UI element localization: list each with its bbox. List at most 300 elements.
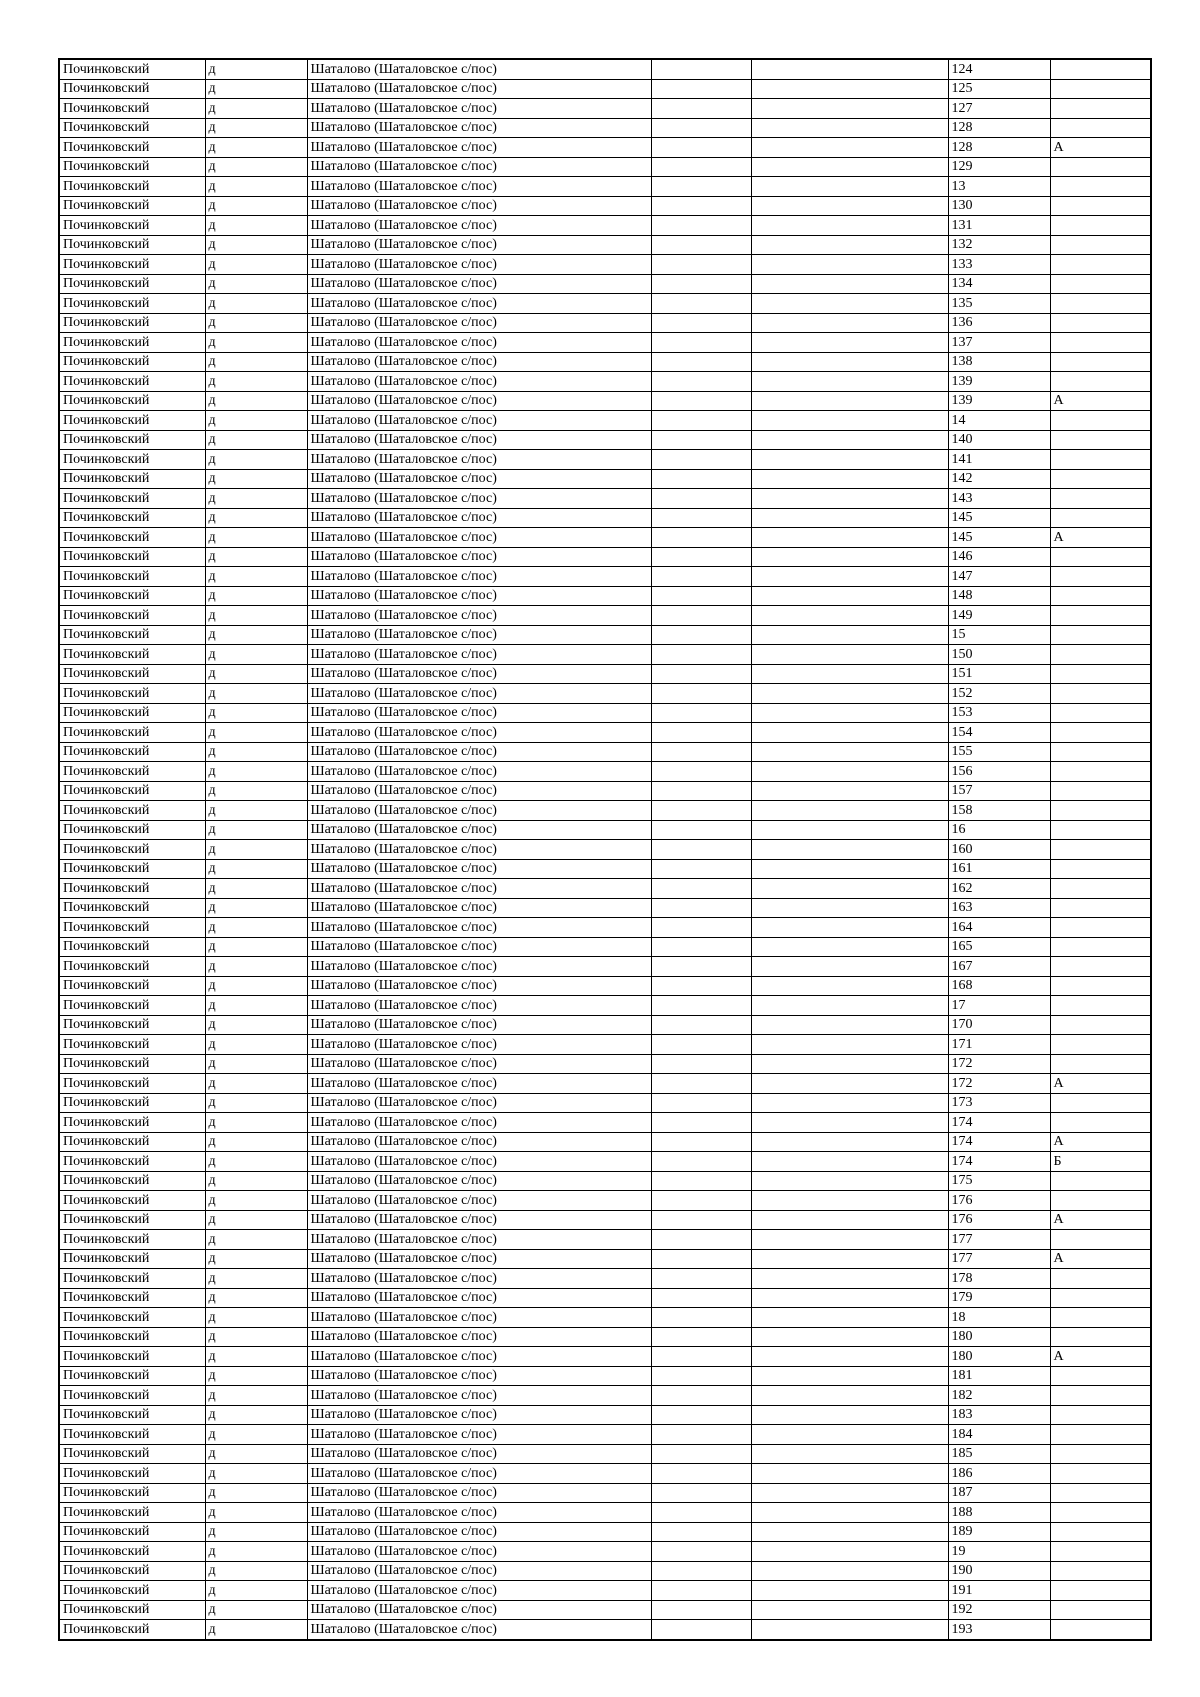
empty-cell bbox=[651, 391, 751, 411]
type-cell: д bbox=[205, 703, 307, 723]
house-number-cell: 132 bbox=[948, 235, 1050, 255]
settlement-cell: Шаталово (Шаталовское с/пос) bbox=[307, 469, 651, 489]
house-number-cell: 128 bbox=[948, 118, 1050, 138]
empty-cell bbox=[651, 196, 751, 216]
table-row bbox=[59, 1581, 1151, 1601]
empty-cell bbox=[651, 937, 751, 957]
settlement-cell: Шаталово (Шаталовское с/пос) bbox=[307, 801, 651, 821]
type-cell: д bbox=[205, 196, 307, 216]
table-row bbox=[59, 138, 1151, 158]
table-row bbox=[59, 489, 1151, 509]
district-cell: Починковский bbox=[59, 957, 205, 977]
empty-cell bbox=[751, 489, 948, 509]
district-cell: Починковский bbox=[59, 1386, 205, 1406]
type-cell: д bbox=[205, 528, 307, 548]
table-row bbox=[59, 255, 1151, 275]
house-number-cell: 142 bbox=[948, 469, 1050, 489]
empty-cell bbox=[651, 1093, 751, 1113]
building-letter-cell bbox=[1050, 450, 1151, 470]
building-letter-cell bbox=[1050, 1171, 1151, 1191]
settlement-cell: Шаталово (Шаталовское с/пос) bbox=[307, 391, 651, 411]
district-cell: Починковский bbox=[59, 1542, 205, 1562]
type-cell: д bbox=[205, 1093, 307, 1113]
empty-cell bbox=[751, 450, 948, 470]
empty-cell bbox=[651, 1347, 751, 1367]
building-letter-cell: А bbox=[1050, 528, 1151, 548]
table-row bbox=[59, 703, 1151, 723]
house-number-cell: 14 bbox=[948, 411, 1050, 431]
building-letter-cell bbox=[1050, 79, 1151, 99]
empty-cell bbox=[651, 1132, 751, 1152]
house-number-cell: 175 bbox=[948, 1171, 1050, 1191]
settlement-cell: Шаталово (Шаталовское с/пос) bbox=[307, 157, 651, 177]
settlement-cell: Шаталово (Шаталовское с/пос) bbox=[307, 1366, 651, 1386]
building-letter-cell bbox=[1050, 937, 1151, 957]
empty-cell bbox=[751, 372, 948, 392]
empty-cell bbox=[651, 957, 751, 977]
building-letter-cell bbox=[1050, 586, 1151, 606]
type-cell: д bbox=[205, 1230, 307, 1250]
district-cell: Починковский bbox=[59, 1308, 205, 1328]
empty-cell bbox=[651, 469, 751, 489]
empty-cell bbox=[751, 1035, 948, 1055]
settlement-cell: Шаталово (Шаталовское с/пос) bbox=[307, 1425, 651, 1445]
building-letter-cell bbox=[1050, 918, 1151, 938]
settlement-cell: Шаталово (Шаталовское с/пос) bbox=[307, 1269, 651, 1289]
building-letter-cell bbox=[1050, 352, 1151, 372]
table-row bbox=[59, 196, 1151, 216]
empty-cell bbox=[651, 79, 751, 99]
district-cell: Починковский bbox=[59, 1483, 205, 1503]
empty-cell bbox=[751, 430, 948, 450]
table-row bbox=[59, 645, 1151, 665]
empty-cell bbox=[751, 313, 948, 333]
house-number-cell: 178 bbox=[948, 1269, 1050, 1289]
district-cell: Починковский bbox=[59, 1581, 205, 1601]
empty-cell bbox=[651, 508, 751, 528]
type-cell: д bbox=[205, 1522, 307, 1542]
building-letter-cell bbox=[1050, 157, 1151, 177]
house-number-cell: 146 bbox=[948, 547, 1050, 567]
settlement-cell: Шаталово (Шаталовское с/пос) bbox=[307, 1132, 651, 1152]
house-number-cell: 161 bbox=[948, 859, 1050, 879]
settlement-cell: Шаталово (Шаталовское с/пос) bbox=[307, 274, 651, 294]
empty-cell bbox=[651, 1191, 751, 1211]
district-cell: Починковский bbox=[59, 684, 205, 704]
building-letter-cell bbox=[1050, 1288, 1151, 1308]
building-letter-cell: А bbox=[1050, 1132, 1151, 1152]
empty-cell bbox=[651, 1444, 751, 1464]
district-cell: Починковский bbox=[59, 1347, 205, 1367]
building-letter-cell bbox=[1050, 118, 1151, 138]
table-row bbox=[59, 1074, 1151, 1094]
district-cell: Починковский bbox=[59, 1054, 205, 1074]
empty-cell bbox=[651, 1074, 751, 1094]
type-cell: д bbox=[205, 1366, 307, 1386]
empty-cell bbox=[751, 1542, 948, 1562]
empty-cell bbox=[751, 684, 948, 704]
building-letter-cell bbox=[1050, 235, 1151, 255]
type-cell: д bbox=[205, 625, 307, 645]
settlement-cell: Шаталово (Шаталовское с/пос) bbox=[307, 138, 651, 158]
house-number-cell: 188 bbox=[948, 1503, 1050, 1523]
empty-cell bbox=[651, 99, 751, 119]
empty-cell bbox=[651, 255, 751, 275]
table-row bbox=[59, 937, 1151, 957]
settlement-cell: Шаталово (Шаталовское с/пос) bbox=[307, 723, 651, 743]
empty-cell bbox=[651, 313, 751, 333]
building-letter-cell bbox=[1050, 294, 1151, 314]
type-cell: д bbox=[205, 1210, 307, 1230]
empty-cell bbox=[751, 645, 948, 665]
house-number-cell: 189 bbox=[948, 1522, 1050, 1542]
settlement-cell: Шаталово (Шаталовское с/пос) bbox=[307, 1288, 651, 1308]
settlement-cell: Шаталово (Шаталовское с/пос) bbox=[307, 1035, 651, 1055]
empty-cell bbox=[651, 352, 751, 372]
settlement-cell: Шаталово (Шаталовское с/пос) bbox=[307, 567, 651, 587]
empty-cell bbox=[751, 1425, 948, 1445]
settlement-cell: Шаталово (Шаталовское с/пос) bbox=[307, 372, 651, 392]
empty-cell bbox=[751, 859, 948, 879]
house-number-cell: 176 bbox=[948, 1191, 1050, 1211]
type-cell: д bbox=[205, 723, 307, 743]
house-number-cell: 185 bbox=[948, 1444, 1050, 1464]
settlement-cell: Шаталово (Шаталовское с/пос) bbox=[307, 1620, 651, 1640]
empty-cell bbox=[751, 333, 948, 353]
district-cell: Починковский bbox=[59, 996, 205, 1016]
type-cell: д bbox=[205, 1191, 307, 1211]
building-letter-cell bbox=[1050, 645, 1151, 665]
district-cell: Починковский bbox=[59, 645, 205, 665]
district-cell: Починковский bbox=[59, 625, 205, 645]
empty-cell bbox=[651, 450, 751, 470]
district-cell: Починковский bbox=[59, 723, 205, 743]
district-cell: Починковский bbox=[59, 508, 205, 528]
empty-cell bbox=[651, 1015, 751, 1035]
district-cell: Починковский bbox=[59, 59, 205, 79]
empty-cell bbox=[651, 1152, 751, 1172]
empty-cell bbox=[751, 1152, 948, 1172]
table-row bbox=[59, 781, 1151, 801]
district-cell: Починковский bbox=[59, 274, 205, 294]
building-letter-cell bbox=[1050, 859, 1151, 879]
settlement-cell: Шаталово (Шаталовское с/пос) bbox=[307, 79, 651, 99]
district-cell: Починковский bbox=[59, 1561, 205, 1581]
empty-cell bbox=[751, 1600, 948, 1620]
type-cell: д bbox=[205, 820, 307, 840]
settlement-cell: Шаталово (Шаталовское с/пос) bbox=[307, 742, 651, 762]
building-letter-cell bbox=[1050, 1308, 1151, 1328]
type-cell: д bbox=[205, 996, 307, 1016]
type-cell: д bbox=[205, 79, 307, 99]
house-number-cell: 168 bbox=[948, 976, 1050, 996]
house-number-cell: 184 bbox=[948, 1425, 1050, 1445]
table-row bbox=[59, 547, 1151, 567]
empty-cell bbox=[651, 723, 751, 743]
district-cell: Починковский bbox=[59, 489, 205, 509]
building-letter-cell bbox=[1050, 1561, 1151, 1581]
empty-cell bbox=[751, 918, 948, 938]
type-cell: д bbox=[205, 1074, 307, 1094]
empty-cell bbox=[651, 1503, 751, 1523]
type-cell: д bbox=[205, 1483, 307, 1503]
building-letter-cell bbox=[1050, 1503, 1151, 1523]
empty-cell bbox=[751, 1620, 948, 1640]
house-number-cell: 145 bbox=[948, 508, 1050, 528]
house-number-cell: 167 bbox=[948, 957, 1050, 977]
building-letter-cell bbox=[1050, 820, 1151, 840]
settlement-cell: Шаталово (Шаталовское с/пос) bbox=[307, 294, 651, 314]
district-cell: Починковский bbox=[59, 313, 205, 333]
empty-cell bbox=[651, 742, 751, 762]
empty-cell bbox=[651, 1288, 751, 1308]
type-cell: д bbox=[205, 177, 307, 197]
type-cell: д bbox=[205, 762, 307, 782]
table-row bbox=[59, 1347, 1151, 1367]
table-row bbox=[59, 508, 1151, 528]
type-cell: д bbox=[205, 1561, 307, 1581]
building-letter-cell bbox=[1050, 196, 1151, 216]
empty-cell bbox=[751, 1113, 948, 1133]
district-cell: Починковский bbox=[59, 1249, 205, 1269]
settlement-cell: Шаталово (Шаталовское с/пос) bbox=[307, 762, 651, 782]
settlement-cell: Шаталово (Шаталовское с/пос) bbox=[307, 703, 651, 723]
empty-cell bbox=[651, 547, 751, 567]
district-cell: Починковский bbox=[59, 372, 205, 392]
settlement-cell: Шаталово (Шаталовское с/пос) bbox=[307, 255, 651, 275]
district-cell: Починковский bbox=[59, 1366, 205, 1386]
empty-cell bbox=[751, 957, 948, 977]
district-cell: Починковский bbox=[59, 898, 205, 918]
table-row bbox=[59, 235, 1151, 255]
empty-cell bbox=[751, 1464, 948, 1484]
address-table bbox=[58, 58, 1152, 1641]
district-cell: Починковский bbox=[59, 703, 205, 723]
settlement-cell: Шаталово (Шаталовское с/пос) bbox=[307, 957, 651, 977]
district-cell: Починковский bbox=[59, 469, 205, 489]
empty-cell bbox=[751, 781, 948, 801]
settlement-cell: Шаталово (Шаталовское с/пос) bbox=[307, 1386, 651, 1406]
district-cell: Починковский bbox=[59, 255, 205, 275]
settlement-cell: Шаталово (Шаталовское с/пос) bbox=[307, 781, 651, 801]
building-letter-cell bbox=[1050, 840, 1151, 860]
house-number-cell: 148 bbox=[948, 586, 1050, 606]
empty-cell bbox=[751, 586, 948, 606]
type-cell: д bbox=[205, 430, 307, 450]
building-letter-cell bbox=[1050, 313, 1151, 333]
building-letter-cell bbox=[1050, 489, 1151, 509]
building-letter-cell bbox=[1050, 1054, 1151, 1074]
building-letter-cell bbox=[1050, 723, 1151, 743]
empty-cell bbox=[651, 1366, 751, 1386]
building-letter-cell bbox=[1050, 1522, 1151, 1542]
type-cell: д bbox=[205, 450, 307, 470]
building-letter-cell bbox=[1050, 255, 1151, 275]
district-cell: Починковский bbox=[59, 1191, 205, 1211]
type-cell: д bbox=[205, 508, 307, 528]
house-number-cell: 158 bbox=[948, 801, 1050, 821]
empty-cell bbox=[751, 177, 948, 197]
house-number-cell: 180 bbox=[948, 1347, 1050, 1367]
empty-cell bbox=[751, 1444, 948, 1464]
table-row bbox=[59, 1366, 1151, 1386]
table-row bbox=[59, 528, 1151, 548]
district-cell: Починковский bbox=[59, 1522, 205, 1542]
district-cell: Починковский bbox=[59, 1464, 205, 1484]
building-letter-cell: А bbox=[1050, 391, 1151, 411]
building-letter-cell bbox=[1050, 1600, 1151, 1620]
table-row bbox=[59, 1269, 1151, 1289]
settlement-cell: Шаталово (Шаталовское с/пос) bbox=[307, 235, 651, 255]
table-row bbox=[59, 411, 1151, 431]
empty-cell bbox=[751, 352, 948, 372]
empty-cell bbox=[651, 489, 751, 509]
type-cell: д bbox=[205, 235, 307, 255]
building-letter-cell bbox=[1050, 1386, 1151, 1406]
house-number-cell: 153 bbox=[948, 703, 1050, 723]
type-cell: д bbox=[205, 1288, 307, 1308]
house-number-cell: 151 bbox=[948, 664, 1050, 684]
house-number-cell: 191 bbox=[948, 1581, 1050, 1601]
empty-cell bbox=[751, 898, 948, 918]
house-number-cell: 170 bbox=[948, 1015, 1050, 1035]
district-cell: Починковский bbox=[59, 762, 205, 782]
table-row bbox=[59, 996, 1151, 1016]
empty-cell bbox=[651, 664, 751, 684]
settlement-cell: Шаталово (Шаталовское с/пос) bbox=[307, 508, 651, 528]
empty-cell bbox=[651, 1464, 751, 1484]
empty-cell bbox=[651, 1249, 751, 1269]
district-cell: Починковский bbox=[59, 820, 205, 840]
table-row bbox=[59, 918, 1151, 938]
type-cell: д bbox=[205, 372, 307, 392]
house-number-cell: 182 bbox=[948, 1386, 1050, 1406]
settlement-cell: Шаталово (Шаталовское с/пос) bbox=[307, 1113, 651, 1133]
house-number-cell: 177 bbox=[948, 1249, 1050, 1269]
empty-cell bbox=[751, 235, 948, 255]
empty-cell bbox=[751, 1503, 948, 1523]
table-row bbox=[59, 1503, 1151, 1523]
table-row bbox=[59, 1230, 1151, 1250]
table-row bbox=[59, 1620, 1151, 1640]
building-letter-cell bbox=[1050, 508, 1151, 528]
building-letter-cell bbox=[1050, 781, 1151, 801]
type-cell: д bbox=[205, 976, 307, 996]
type-cell: д bbox=[205, 1054, 307, 1074]
type-cell: д bbox=[205, 1444, 307, 1464]
empty-cell bbox=[651, 606, 751, 626]
building-letter-cell bbox=[1050, 99, 1151, 119]
house-number-cell: 129 bbox=[948, 157, 1050, 177]
house-number-cell: 135 bbox=[948, 294, 1050, 314]
type-cell: д bbox=[205, 1386, 307, 1406]
district-cell: Починковский bbox=[59, 742, 205, 762]
type-cell: д bbox=[205, 879, 307, 899]
empty-cell bbox=[751, 391, 948, 411]
district-cell: Починковский bbox=[59, 138, 205, 158]
building-letter-cell bbox=[1050, 1425, 1151, 1445]
settlement-cell: Шаталово (Шаталовское с/пос) bbox=[307, 1230, 651, 1250]
table-row bbox=[59, 1522, 1151, 1542]
type-cell: д bbox=[205, 333, 307, 353]
district-cell: Починковский bbox=[59, 391, 205, 411]
building-letter-cell bbox=[1050, 684, 1151, 704]
settlement-cell: Шаталово (Шаталовское с/пос) bbox=[307, 1249, 651, 1269]
type-cell: д bbox=[205, 138, 307, 158]
building-letter-cell bbox=[1050, 1113, 1151, 1133]
empty-cell bbox=[751, 547, 948, 567]
empty-cell bbox=[651, 1230, 751, 1250]
building-letter-cell bbox=[1050, 1015, 1151, 1035]
district-cell: Починковский bbox=[59, 1132, 205, 1152]
empty-cell bbox=[751, 820, 948, 840]
house-number-cell: 193 bbox=[948, 1620, 1050, 1640]
settlement-cell: Шаталово (Шаталовское с/пос) bbox=[307, 1483, 651, 1503]
table-row bbox=[59, 1405, 1151, 1425]
empty-cell bbox=[751, 99, 948, 119]
settlement-cell: Шаталово (Шаталовское с/пос) bbox=[307, 99, 651, 119]
building-letter-cell bbox=[1050, 1405, 1151, 1425]
empty-cell bbox=[751, 118, 948, 138]
type-cell: д bbox=[205, 1542, 307, 1562]
table-row bbox=[59, 1210, 1151, 1230]
building-letter-cell bbox=[1050, 274, 1151, 294]
house-number-cell: 174 bbox=[948, 1132, 1050, 1152]
settlement-cell: Шаталово (Шаталовское с/пос) bbox=[307, 333, 651, 353]
empty-cell bbox=[751, 274, 948, 294]
settlement-cell: Шаталово (Шаталовское с/пос) bbox=[307, 840, 651, 860]
empty-cell bbox=[751, 879, 948, 899]
table-row bbox=[59, 840, 1151, 860]
house-number-cell: 16 bbox=[948, 820, 1050, 840]
type-cell: д bbox=[205, 274, 307, 294]
house-number-cell: 174 bbox=[948, 1113, 1050, 1133]
empty-cell bbox=[751, 1522, 948, 1542]
settlement-cell: Шаталово (Шаталовское с/пос) bbox=[307, 528, 651, 548]
table-row bbox=[59, 157, 1151, 177]
table-row bbox=[59, 1249, 1151, 1269]
district-cell: Починковский bbox=[59, 840, 205, 860]
district-cell: Починковский bbox=[59, 352, 205, 372]
empty-cell bbox=[651, 216, 751, 236]
empty-cell bbox=[651, 586, 751, 606]
house-number-cell: 163 bbox=[948, 898, 1050, 918]
district-cell: Починковский bbox=[59, 1113, 205, 1133]
type-cell: д bbox=[205, 391, 307, 411]
district-cell: Починковский bbox=[59, 1327, 205, 1347]
house-number-cell: 162 bbox=[948, 879, 1050, 899]
building-letter-cell bbox=[1050, 879, 1151, 899]
building-letter-cell: А bbox=[1050, 138, 1151, 158]
district-cell: Починковский bbox=[59, 1405, 205, 1425]
empty-cell bbox=[751, 996, 948, 1016]
empty-cell bbox=[751, 216, 948, 236]
settlement-cell: Шаталово (Шаталовское с/пос) bbox=[307, 664, 651, 684]
settlement-cell: Шаталово (Шаталовское с/пос) bbox=[307, 177, 651, 197]
house-number-cell: 134 bbox=[948, 274, 1050, 294]
empty-cell bbox=[651, 177, 751, 197]
house-number-cell: 136 bbox=[948, 313, 1050, 333]
type-cell: д bbox=[205, 99, 307, 119]
district-cell: Починковский bbox=[59, 99, 205, 119]
house-number-cell: 147 bbox=[948, 567, 1050, 587]
settlement-cell: Шаталово (Шаталовское с/пос) bbox=[307, 59, 651, 79]
empty-cell bbox=[651, 781, 751, 801]
building-letter-cell bbox=[1050, 1230, 1151, 1250]
empty-cell bbox=[651, 918, 751, 938]
type-cell: д bbox=[205, 1035, 307, 1055]
empty-cell bbox=[751, 1483, 948, 1503]
